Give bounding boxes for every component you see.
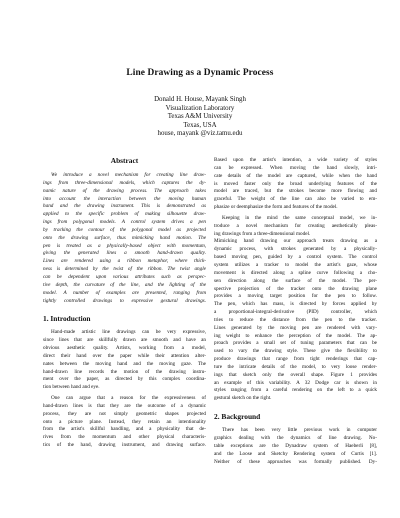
- right-paragraph-1: [214, 157, 377, 212]
- body-line: movement is directed along a spline curve following a cho-: [214, 269, 377, 276]
- background-paragraph: [214, 427, 377, 466]
- body-line: sen direction along the surface of the model. The per-: [214, 277, 377, 284]
- body-line: used to vary the drawing style. These give the flexibility to: [214, 348, 377, 355]
- body-line: rives from the momentum and other physical characteris-: [43, 434, 206, 441]
- abstract-line: ings from three-dimensional models, which captures the dy-: [43, 179, 206, 186]
- body-line: from the artist's skillful handling, and a physicality that de-: [43, 426, 206, 433]
- right-paragraph-2: [214, 215, 377, 403]
- abstract-heading: Abstract: [110, 156, 139, 165]
- body-line: since lines that are skillfully drawn are smooth and have an: [43, 337, 206, 344]
- body-line: ment over the paper, as directed by this complex coordina-: [43, 376, 206, 383]
- left-column: [43, 156, 206, 450]
- body-line: an example of this variability. A 32 Dodge car is shown in: [214, 379, 377, 386]
- section-heading-introduction: 1. Introduction: [43, 314, 91, 324]
- author-names: Donald H. House, Mayank Singh: [154, 96, 246, 103]
- body-line: Neither of these approaches was formally published. Dy-: [214, 458, 377, 465]
- body-line: tion between hand and eye.: [43, 384, 100, 391]
- body-line: hand-drawn lines is that they are the outcome of a dynamic: [43, 402, 206, 409]
- paper-title: Line Drawing as a Dynamic Process: [126, 68, 274, 78]
- body-line: system utilizes a tracker to model the artist's gaze, whose: [214, 261, 377, 268]
- abstract-line: ings from polygonal models. A control system drives a pen: [43, 219, 206, 226]
- body-line: is moved faster only the broad underlying features of the: [214, 180, 377, 187]
- body-line: Mimicking hand drawing our approach treats drawing as a: [214, 238, 377, 245]
- body-line: The pen, which has mass, is directed by forces applied by: [214, 301, 377, 308]
- body-line: styles ranging from a careful rendering on the left to a quick: [214, 387, 377, 394]
- abstract-line: can be dependent upon various attributes such as perspec-: [43, 273, 206, 280]
- author-block: [0, 96, 400, 139]
- body-line: ing weight to enhance the perception of the model. The ap-: [214, 332, 377, 339]
- body-line: process, they are not simply geometric shapes projected: [43, 410, 206, 417]
- body-line: hand-drawn line records the motion of the drawing instru-: [43, 368, 206, 375]
- body-line: tics of the hand, drawing instrument, and drawing surface.: [43, 442, 206, 449]
- body-line: graphics dealing with the dynamics of line drawing. No-: [214, 435, 377, 441]
- right-column: [214, 157, 377, 466]
- body-line: ture the intricate details of the model, to very loose render-: [214, 363, 377, 370]
- abstract-line: onto the drawing surface, thus mimicking hand motion. The: [43, 234, 206, 241]
- abstract-line: Lines are rendered using a ribbon metaphor, where thick-: [43, 258, 206, 265]
- abstract-line: We introduce a novel mechanism for creating line draw-: [51, 172, 206, 178]
- abstract-line: hand and the drawing instrument. This is demonstrated as: [43, 203, 206, 210]
- body-line: graceful. The weight of the line can also be varied to em-: [214, 196, 377, 203]
- body-line: cate details of the model are captured, while when the hand: [214, 172, 377, 179]
- author-email: house, mayank @viz.tamu.edu: [157, 130, 243, 138]
- body-line: nates between the moving hand and the moving gaze. The: [43, 360, 206, 367]
- abstract-line: by tracking the contour of the polygonal model as projected: [43, 226, 206, 233]
- author-lab: Visualization Laboratory: [165, 104, 235, 112]
- body-line: Hand-made artistic line drawings can be very expressive,: [51, 329, 206, 336]
- abstract-body: [43, 172, 206, 305]
- body-line: Based upon the artist's intention, a wide variety of styles: [214, 157, 377, 163]
- body-line: obvious aesthetic quality. Artists, working from a model,: [43, 345, 206, 352]
- author-university: Texas A&M University: [167, 113, 233, 121]
- body-line: ing drawings from a three-dimensional model.: [214, 230, 311, 237]
- abstract-line: namic nature of the drawing process. The approach takes: [43, 187, 206, 194]
- body-line: based moving pen, guided by a control system. The control: [214, 254, 377, 261]
- intro-paragraph-1: [43, 329, 206, 392]
- body-line: tries to reduce the distance from the pen to the tracker.: [214, 316, 377, 323]
- body-line: and the Loose and Sketchy Rendering system of Curtis [1].: [214, 450, 377, 457]
- section-heading-background: 2. Background: [214, 412, 261, 422]
- body-line: dynamic process, with strokes generated by a physically-: [214, 246, 377, 253]
- body-line: produce drawings that range from tight renderings that cap-: [214, 356, 377, 363]
- intro-paragraph-2: [43, 395, 206, 450]
- body-line: Lines generated by the moving pen are rendered with vary-: [214, 324, 377, 331]
- body-line: proach provides a small set of tuning parameters that can be: [214, 340, 377, 347]
- body-line: phasize or deemphasize the form and features of the model.: [214, 204, 338, 211]
- author-location: Texas, USA: [183, 121, 217, 129]
- body-line: troduce a novel mechanism for creating aesthetically pleas-: [214, 222, 377, 229]
- body-line: direct their hand over the paper while their attention alter-: [43, 352, 206, 359]
- body-line: table exceptions are the Dynadraw system of Haeberli [8],: [214, 442, 377, 449]
- body-line: spective projection of the tracker onto the drawing plane: [214, 285, 377, 292]
- abstract-line: into account the interaction between the moving human: [43, 195, 206, 202]
- abstract-line: ness is determined by the twist of the ribbon. The twist angle: [43, 266, 206, 273]
- body-line: provides a moving target position for the pen to follow.: [214, 293, 377, 300]
- body-line: onto a picture plane. Instead, they retain an intentionality: [43, 418, 206, 425]
- abstract-line: model. A number of examples are presented, ranging from: [43, 289, 206, 296]
- body-line: can be expressed. When moving the hand slowly, intri-: [214, 164, 377, 171]
- abstract-line: tive depth, the curvature of the line, and the lighting of the: [43, 281, 206, 288]
- body-line: Keeping in the mind the same conceptual model, we in-: [222, 214, 377, 221]
- body-line: One can argue that a reason for the expressiveness of: [51, 395, 206, 402]
- body-line: a proportional-integral-derivative (PID) controller, which: [214, 309, 377, 316]
- abstract-line: applied to the specific problem of making silhouette draw-: [43, 211, 206, 218]
- abstract-line: tightly controlled drawings to expressive gestural drawings.: [43, 297, 206, 304]
- body-line: model are traced, but the strokes become more flowing and: [214, 188, 377, 195]
- abstract-line: giving the generated lines a smooth hand-drawn quality.: [43, 250, 206, 257]
- body-line: gestural sketch on the right.: [214, 395, 272, 402]
- abstract-line: pen is treated as a physically-based object with momentum,: [43, 242, 206, 249]
- body-line: ings that sketch only the overall shape. Figure 1 provides: [214, 371, 377, 378]
- body-line: There has been very little previous work in computer: [222, 427, 377, 434]
